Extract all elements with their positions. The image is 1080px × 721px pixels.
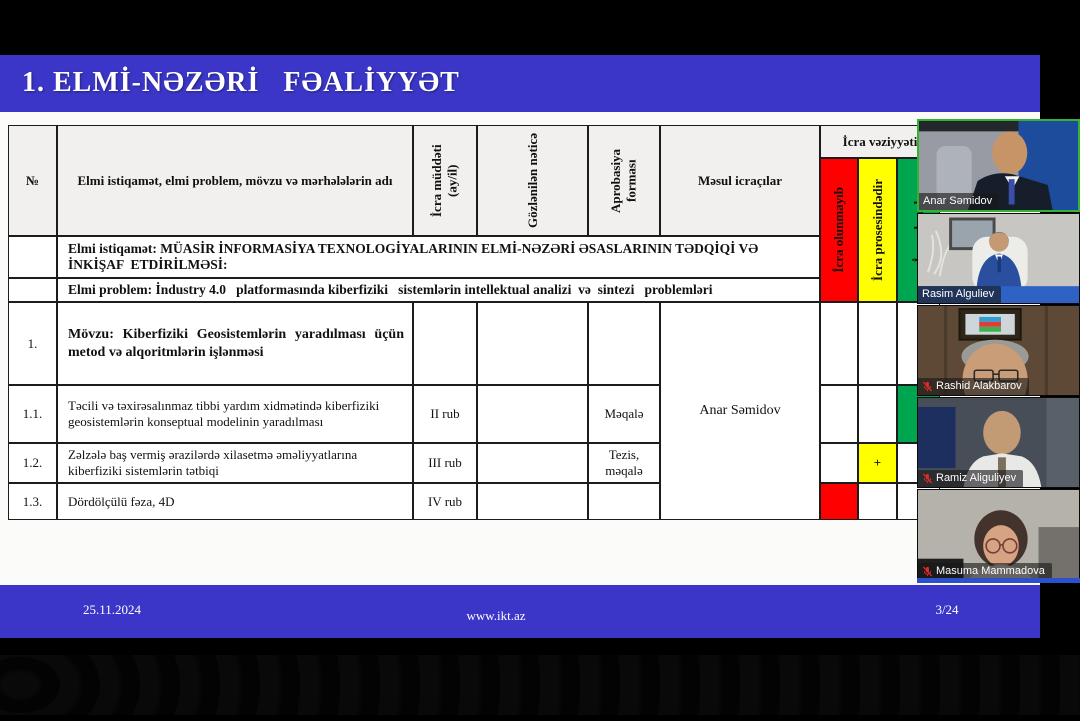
- row-duration: [413, 302, 477, 385]
- participant-name: Anar Səmidov: [923, 195, 993, 207]
- muted-mic-icon: [922, 473, 933, 484]
- section-row-problem: Elmi problem: İndustry 4.0 platformasında kiberfiziki sistemlərin intellektual analizi və sintezi problemləri: [57, 278, 820, 302]
- participant-name: Ramiz Aliguliyev: [936, 472, 1017, 484]
- slide-title-banner: [0, 55, 1040, 112]
- header-status-group: İcra vəziyyəti: [820, 125, 940, 158]
- status-cell: [858, 302, 897, 385]
- participant-name: Rashid Alakbarov: [936, 380, 1022, 392]
- status-cell: [820, 483, 858, 520]
- header-status-in-progress: İcra prosesindədir: [858, 158, 897, 302]
- participant-name-tag: [918, 286, 1001, 303]
- row-name: Zəlzələ baş vermiş ərazilərdə xilasetmə əməliyyatlarına kiberfiziki sistemlərin tətbiqi: [57, 443, 413, 483]
- header-no: №: [8, 125, 57, 236]
- header-expected-result: Gözlənilən nəticə: [477, 125, 588, 236]
- video-tile-rashid-alakbarov[interactable]: [917, 305, 1080, 396]
- participant-name: Masuma Mammadova: [936, 565, 1045, 577]
- header-executors: Məsul icraçılar: [660, 125, 820, 236]
- row-approbation: [588, 302, 660, 385]
- row-no: 1.3.: [8, 483, 57, 520]
- participant-name: Rasim Alguliev: [922, 288, 995, 300]
- muted-mic-icon: [922, 566, 933, 577]
- status-cell: [858, 483, 897, 520]
- header-status-not-done: İcra olunmayıb: [820, 158, 858, 302]
- section-row-direction: Elmi istiqamət: MÜASİR İNFORMASİYA TEXNOLOGİYALARININ ELMİ-NƏZƏRİ ƏSASLARININ TƏDQİQİ VƏ İNKİŞAF ETDİRİLMƏSİ:: [57, 236, 820, 278]
- row-expected-result: [477, 302, 588, 385]
- participant-name-tag: [918, 378, 1029, 395]
- section-row-1-no: [8, 236, 57, 278]
- row-approbation: [588, 483, 660, 520]
- panel-bottom-accent: [917, 578, 1080, 583]
- header-approbation: Aprobasiya forması: [588, 125, 660, 236]
- video-tile-anar-samidov[interactable]: [917, 119, 1080, 212]
- row-name: Təcili və təxirəsalınmaz tibbi yardım xidmətində kiberfiziki geosistemlərin konseptual modelinin yaradılması: [57, 385, 413, 443]
- row-no: 1.1.: [8, 385, 57, 443]
- video-tile-ramiz-aliguliyev[interactable]: [917, 397, 1080, 488]
- status-cell: [858, 385, 897, 443]
- footer-page-number: 3/24: [935, 602, 959, 617]
- footer-date: 25.11.2024: [83, 602, 142, 617]
- row-approbation: Məqalə: [588, 385, 660, 443]
- bottom-filmstrip-blur: [0, 655, 1080, 715]
- slide-title: 1. ELMİ-NƏZƏRİ FƏALİYYƏT: [22, 67, 460, 98]
- section-row-2-no: [8, 278, 57, 302]
- row-no: 1.2.: [8, 443, 57, 483]
- row-no: 1.: [8, 302, 57, 385]
- video-tile-rasim-alguliev[interactable]: [917, 213, 1080, 304]
- muted-mic-icon: [922, 381, 933, 392]
- row-duration: IV rub: [413, 483, 477, 520]
- row-name: Dördölçülü fəza, 4D: [57, 483, 413, 520]
- participant-video-panel: [917, 119, 1080, 582]
- status-cell: [820, 385, 858, 443]
- status-cell: [820, 443, 858, 483]
- row-duration: II rub: [413, 385, 477, 443]
- row-expected-result: [477, 443, 588, 483]
- row-expected-result: [477, 385, 588, 443]
- footer-website: www.ikt.az: [466, 608, 526, 623]
- row-name: Mövzu: Kiberfiziki Geosistemlərin yaradılması üçün metod və alqoritmlərin işlənməsi: [57, 302, 413, 385]
- row-approbation: Tezis, məqalə: [588, 443, 660, 483]
- header-duration: İcra müddəti (ay/il): [413, 125, 477, 236]
- row-duration: III rub: [413, 443, 477, 483]
- participant-name-tag: [919, 193, 999, 210]
- status-cell: [820, 302, 858, 385]
- executor-cell: Anar Səmidov: [660, 302, 820, 520]
- video-tile-masuma-mammadova[interactable]: [917, 489, 1080, 581]
- row-expected-result: [477, 483, 588, 520]
- participant-name-tag: [918, 470, 1023, 487]
- header-name: Elmi istiqamət, elmi problem, mövzu və mərhələlərin adı: [57, 125, 413, 236]
- slide-footer: [0, 585, 1040, 638]
- status-cell: +: [858, 443, 897, 483]
